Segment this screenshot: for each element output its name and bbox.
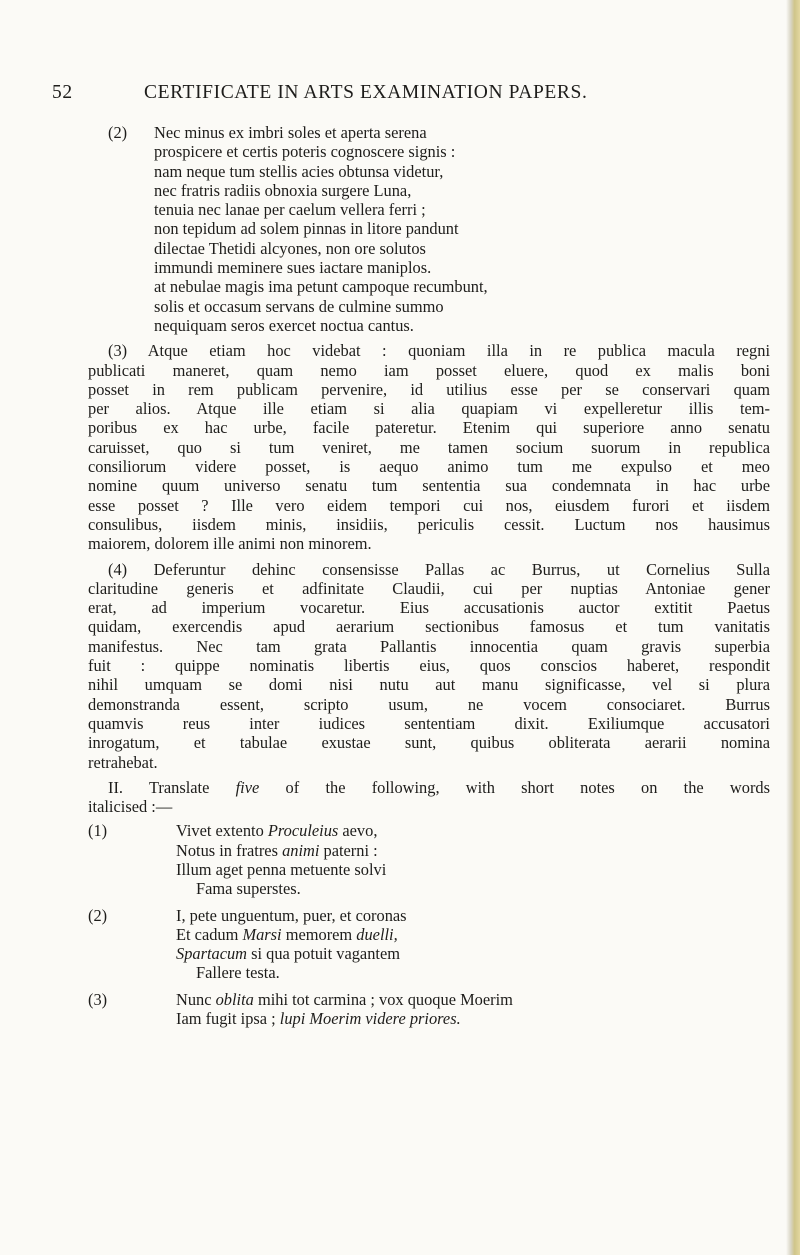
text-line bbox=[88, 990, 770, 1009]
item-number: (4) bbox=[108, 559, 128, 579]
section-number: II. bbox=[108, 777, 124, 797]
text-line: maiorem, dolorem ille animi non minorem. bbox=[88, 534, 372, 554]
line-text: Nec minus ex imbri soles et aperta serena bbox=[154, 123, 427, 142]
text-line: nequiquam seros exercet noctua cantus. bbox=[154, 315, 414, 335]
text-line: nam neque tum stellis acies obtunsa videtur, bbox=[154, 161, 444, 181]
line-text: I, pete unguentum, puer, et coronas bbox=[176, 905, 407, 925]
text-line: tenuia nec lanae per caelum vellera ferri ; bbox=[154, 200, 426, 220]
line-text bbox=[88, 821, 770, 840]
page-title: CERTIFICATE IN ARTS EXAMINATION PAPERS. bbox=[144, 82, 588, 103]
text-line: quidam, exercendis apud aerarium sectionibus famosus et tum vanitatis bbox=[88, 617, 770, 637]
line-text: Atque etiam hoc videbat : quoniam illa in re publica macula regni bbox=[147, 341, 770, 361]
item-number: (2) bbox=[108, 123, 128, 142]
line-text bbox=[88, 990, 770, 1009]
text-line: demonstranda essent, scripto usum, ne vocem consociaret. Burrus bbox=[88, 694, 770, 714]
text-line: manifestus. Nec tam grata Pallantis innocentia quam gravis superbia bbox=[88, 636, 770, 656]
text-line bbox=[88, 944, 770, 963]
text-line: poribus ex hac urbe, facile pateretur. Etenim qui superiore anno senatu bbox=[88, 418, 770, 438]
text-line bbox=[88, 778, 770, 797]
item-number: (2) bbox=[88, 905, 108, 925]
line-text: Notus in fratres bbox=[176, 840, 283, 860]
italic-word: Proculeius bbox=[267, 821, 339, 841]
line-text: Iam fugit ipsa ; bbox=[176, 1009, 280, 1029]
text-line: posset in rem publicam pervenire, id utilius esse per se conservari quam bbox=[88, 379, 770, 399]
line-text: aevo, bbox=[338, 821, 378, 841]
text-line: consiliorum videre posset, is aequo animo tum me expulso et meo bbox=[88, 457, 770, 477]
text-line bbox=[88, 821, 770, 840]
text-line: quamvis reus inter iudices sententiam dixit. Exiliumque accusatori bbox=[88, 713, 770, 733]
text-line bbox=[88, 1009, 770, 1028]
verse-item-3 bbox=[88, 990, 770, 1029]
text-line bbox=[88, 341, 770, 360]
verse-item-1 bbox=[88, 821, 770, 898]
text-line: erat, ad imperium vocaretur. Eius accusationis auctor extitit Paetus bbox=[88, 598, 770, 618]
prose-passage-4 bbox=[88, 560, 770, 772]
page-number: 52 bbox=[52, 82, 73, 103]
page-body bbox=[88, 123, 770, 1029]
italic-word: Marsi bbox=[242, 924, 282, 944]
text-line: esse posset ? Ille vero eidem tempori cui nos, eiusdem furori et iisdem bbox=[88, 495, 770, 515]
item-number: (1) bbox=[88, 821, 108, 841]
text-line: nec fratris radiis obnoxia surgere Luna, bbox=[154, 180, 412, 200]
text-line bbox=[108, 123, 770, 142]
prose-passage-3 bbox=[88, 341, 770, 553]
text-line: fuit : quippe nominatis libertis eius, quos conscios haberet, respondit bbox=[88, 656, 770, 676]
text-line: at nebulae magis ima petunt campoque recumbunt, bbox=[154, 277, 488, 297]
item-number: (3) bbox=[108, 341, 128, 361]
text-line: retrahebat. bbox=[88, 752, 158, 772]
text-line: Illum aget penna metuente solvi bbox=[176, 859, 387, 879]
text-line: prospicere et certis poteris cognoscere signis : bbox=[154, 142, 456, 162]
text-line: per alios. Atque ille etiam si alia quapiam vi expelleretur illis tem- bbox=[88, 399, 770, 419]
line-text: memorem bbox=[281, 924, 357, 944]
text-line: immundi meminere sues iactare maniplos. bbox=[154, 258, 432, 278]
item-number: (3) bbox=[88, 989, 108, 1009]
italic-word: animi bbox=[282, 840, 320, 860]
instruction-text: of the following, with short notes on the words bbox=[285, 777, 770, 797]
line-text: Deferuntur dehinc consensisse Pallas ac Burrus, ut Cornelius Sulla bbox=[153, 559, 770, 579]
text-line bbox=[88, 925, 770, 944]
line-text: paterni : bbox=[319, 840, 378, 860]
text-line bbox=[88, 841, 770, 860]
instruction-emphasis: five bbox=[235, 777, 260, 797]
text-line: nihil umquam se domi nisi nutu aut manu significasse, vel si plura bbox=[88, 675, 770, 695]
line-text: mihi tot carmina ; vox quoque Moerim bbox=[253, 989, 513, 1009]
italic-word: Spartacum bbox=[176, 944, 248, 964]
page-edge bbox=[786, 0, 800, 1255]
line-text: si qua potuit vagantem bbox=[247, 944, 400, 964]
italic-word: oblita bbox=[215, 989, 254, 1009]
text-line bbox=[88, 560, 770, 579]
text-line: consulibus, iisdem minis, insidiis, periculis cessit. Luctum nos hausimus bbox=[88, 514, 770, 534]
italic-word: duelli, bbox=[356, 924, 398, 944]
page-header bbox=[52, 82, 742, 104]
text-line: italicised :— bbox=[88, 797, 173, 817]
line-text: Vivet extento bbox=[176, 821, 268, 841]
verse-item-2 bbox=[88, 906, 770, 983]
italic-word: lupi Moerim videre priores. bbox=[279, 1009, 461, 1029]
section-ii-instruction bbox=[88, 778, 770, 817]
text-line: solis et occasum servans de culmine summo bbox=[154, 296, 444, 316]
poem-passage-2 bbox=[108, 123, 770, 335]
text-line: non tepidum ad solem pinnas in litore pandunt bbox=[154, 219, 459, 239]
text-line: nomine quum universo senatu tum sententia sua condemnata in hac urbe bbox=[88, 476, 770, 496]
text-line: Fallere testa. bbox=[196, 963, 280, 983]
text-line: inrogatum, et tabulae exustae sunt, quibus obliterata aerarii nomina bbox=[88, 733, 770, 753]
text-line: publicati maneret, quam nemo iam posset eluere, quod ex malis boni bbox=[88, 360, 770, 380]
text-line: claritudine generis et adfinitate Claudii, cui per nuptias Antoniae gener bbox=[88, 578, 770, 598]
text-line bbox=[88, 906, 770, 925]
instruction-text: Translate bbox=[148, 777, 210, 797]
text-line: caruisset, quo si tum veniret, me tamen socium suorum in republica bbox=[88, 437, 770, 457]
text-line: dilectae Thetidi alcyones, non ore solutos bbox=[154, 238, 426, 258]
line-text: Nunc bbox=[176, 989, 216, 1009]
text-line: Fama superstes. bbox=[196, 879, 301, 899]
line-text: Et cadum bbox=[176, 924, 243, 944]
